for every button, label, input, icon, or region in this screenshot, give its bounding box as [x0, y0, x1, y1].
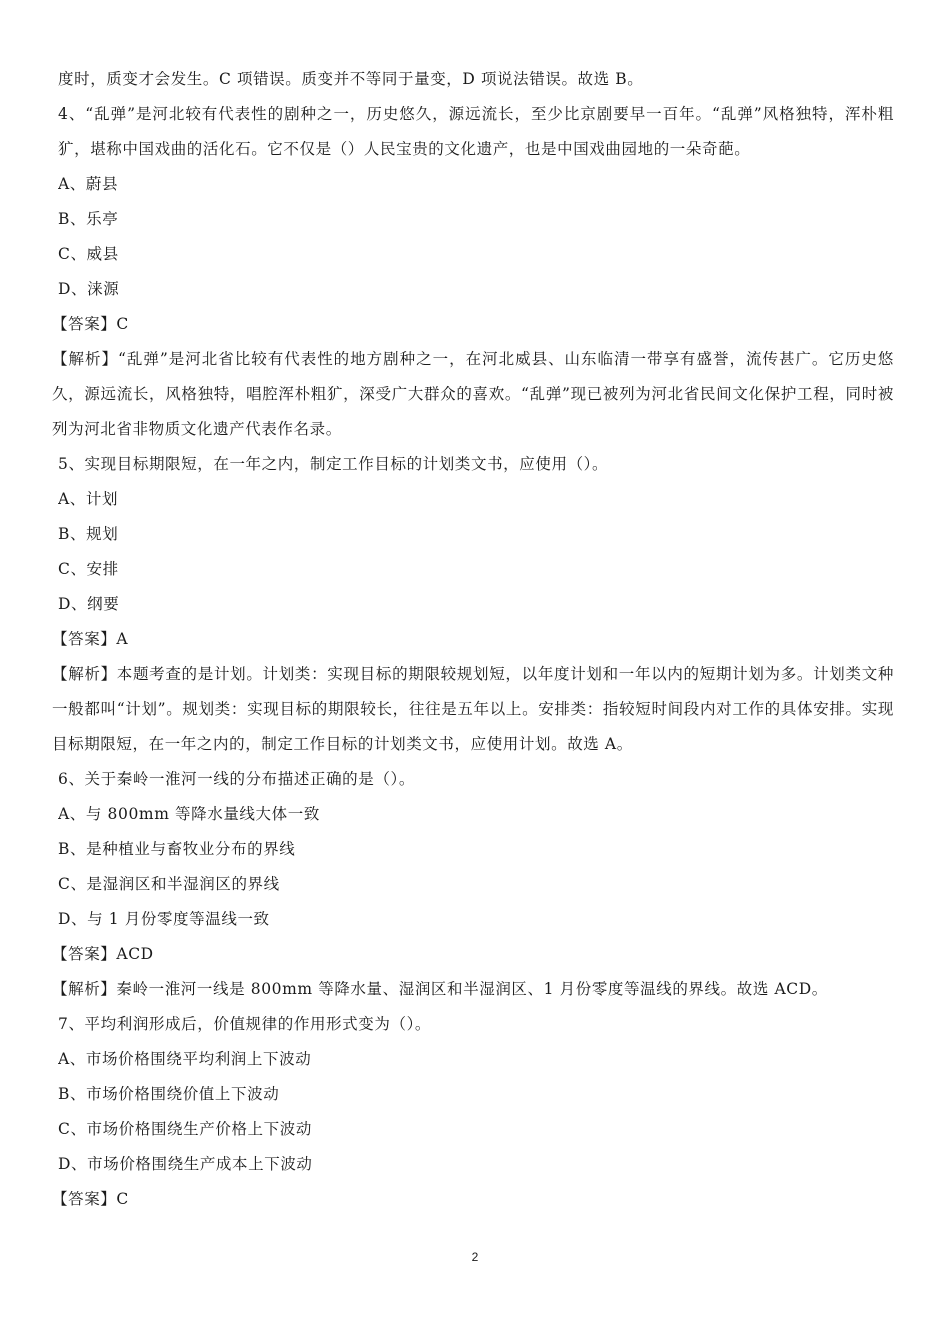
option-a: A、计划: [58, 490, 119, 508]
option-d: D、纲要: [58, 595, 120, 613]
option-b: B、规划: [58, 525, 119, 543]
question-stem: 6、关于秦岭一淮河一线的分布描述正确的是（）。: [58, 770, 415, 788]
continuation-text: 度时，质变才会发生。C 项错误。质变并不等同于量变，D 项说法错误。故选 B。: [58, 70, 644, 88]
option-d: D、与 1 月份零度等温线一致: [58, 910, 270, 928]
option-b: B、是种植业与畜牧业分布的界线: [58, 840, 296, 858]
option-c: C、威县: [58, 245, 119, 263]
option-a: A、市场价格围绕平均利润上下波动: [58, 1050, 312, 1068]
option-a: A、蔚县: [58, 175, 119, 193]
answer: 【答案】A: [52, 630, 129, 648]
explanation: 【解析】“乱弹”是河北省比较有代表性的地方剧种之一，在河北威县、山东临清一带享有盛誉，流传甚广。它历史悠久，源远流长，风格独特，唱腔浑朴粗犷，深受广大群众的喜欢。“乱弹”现已被列为河北省民间文化保护工程，同时被列为河北省非物质文化遗产代表作名录。: [52, 350, 894, 438]
question-block: [52, 97, 894, 447]
option-b: B、市场价格围绕价值上下波动: [58, 1085, 280, 1103]
question-block: [52, 447, 894, 762]
page-number: 2: [471, 1250, 479, 1264]
question-stem: 5、实现目标期限短，在一年之内，制定工作目标的计划类文书，应使用（）。: [58, 455, 609, 473]
answer: 【答案】C: [52, 1190, 129, 1208]
question-block: [52, 762, 894, 1007]
question-stem: 4、“乱弹”是河北较有代表性的剧种之一，历史悠久，源远流长，至少比京剧要早一百年。“乱弹”风格独特，浑朴粗犷，堪称中国戏曲的活化石。它不仅是（）人民宝贵的文化遗产，也是中国戏曲园地的一朵奇葩。: [58, 105, 894, 158]
explanation: 【解析】秦岭一淮河一线是 800mm 等降水量、湿润区和半湿润区、1 月份零度等温线的界线。故选 ACD。: [52, 980, 828, 998]
option-c: C、市场价格围绕生产价格上下波动: [58, 1120, 312, 1138]
answer: 【答案】ACD: [52, 945, 154, 963]
option-b: B、乐亭: [58, 210, 119, 228]
question-stem: 7、平均利润形成后，价值规律的作用形式变为（）。: [58, 1015, 432, 1033]
option-c: C、是湿润区和半湿润区的界线: [58, 875, 280, 893]
question-block: [52, 1007, 894, 1217]
explanation: 【解析】本题考查的是计划。计划类：实现目标的期限较规划短，以年度计划和一年以内的短期计划为多。计划类文种一般都叫“计划”。规划类：实现目标的期限较长，往往是五年以上。安排类：指较短时间段内对工作的具体安排。实现目标期限短，在一年之内的，制定工作目标的计划类文书，应使用计划。故选 A。: [52, 665, 894, 753]
option-d: D、涞源: [58, 280, 120, 298]
option-c: C、安排: [58, 560, 119, 578]
option-a: A、与 800mm 等降水量线大体一致: [58, 805, 320, 823]
option-d: D、市场价格围绕生产成本上下波动: [58, 1155, 313, 1173]
answer: 【答案】C: [52, 315, 129, 333]
page-content: [52, 62, 894, 1217]
